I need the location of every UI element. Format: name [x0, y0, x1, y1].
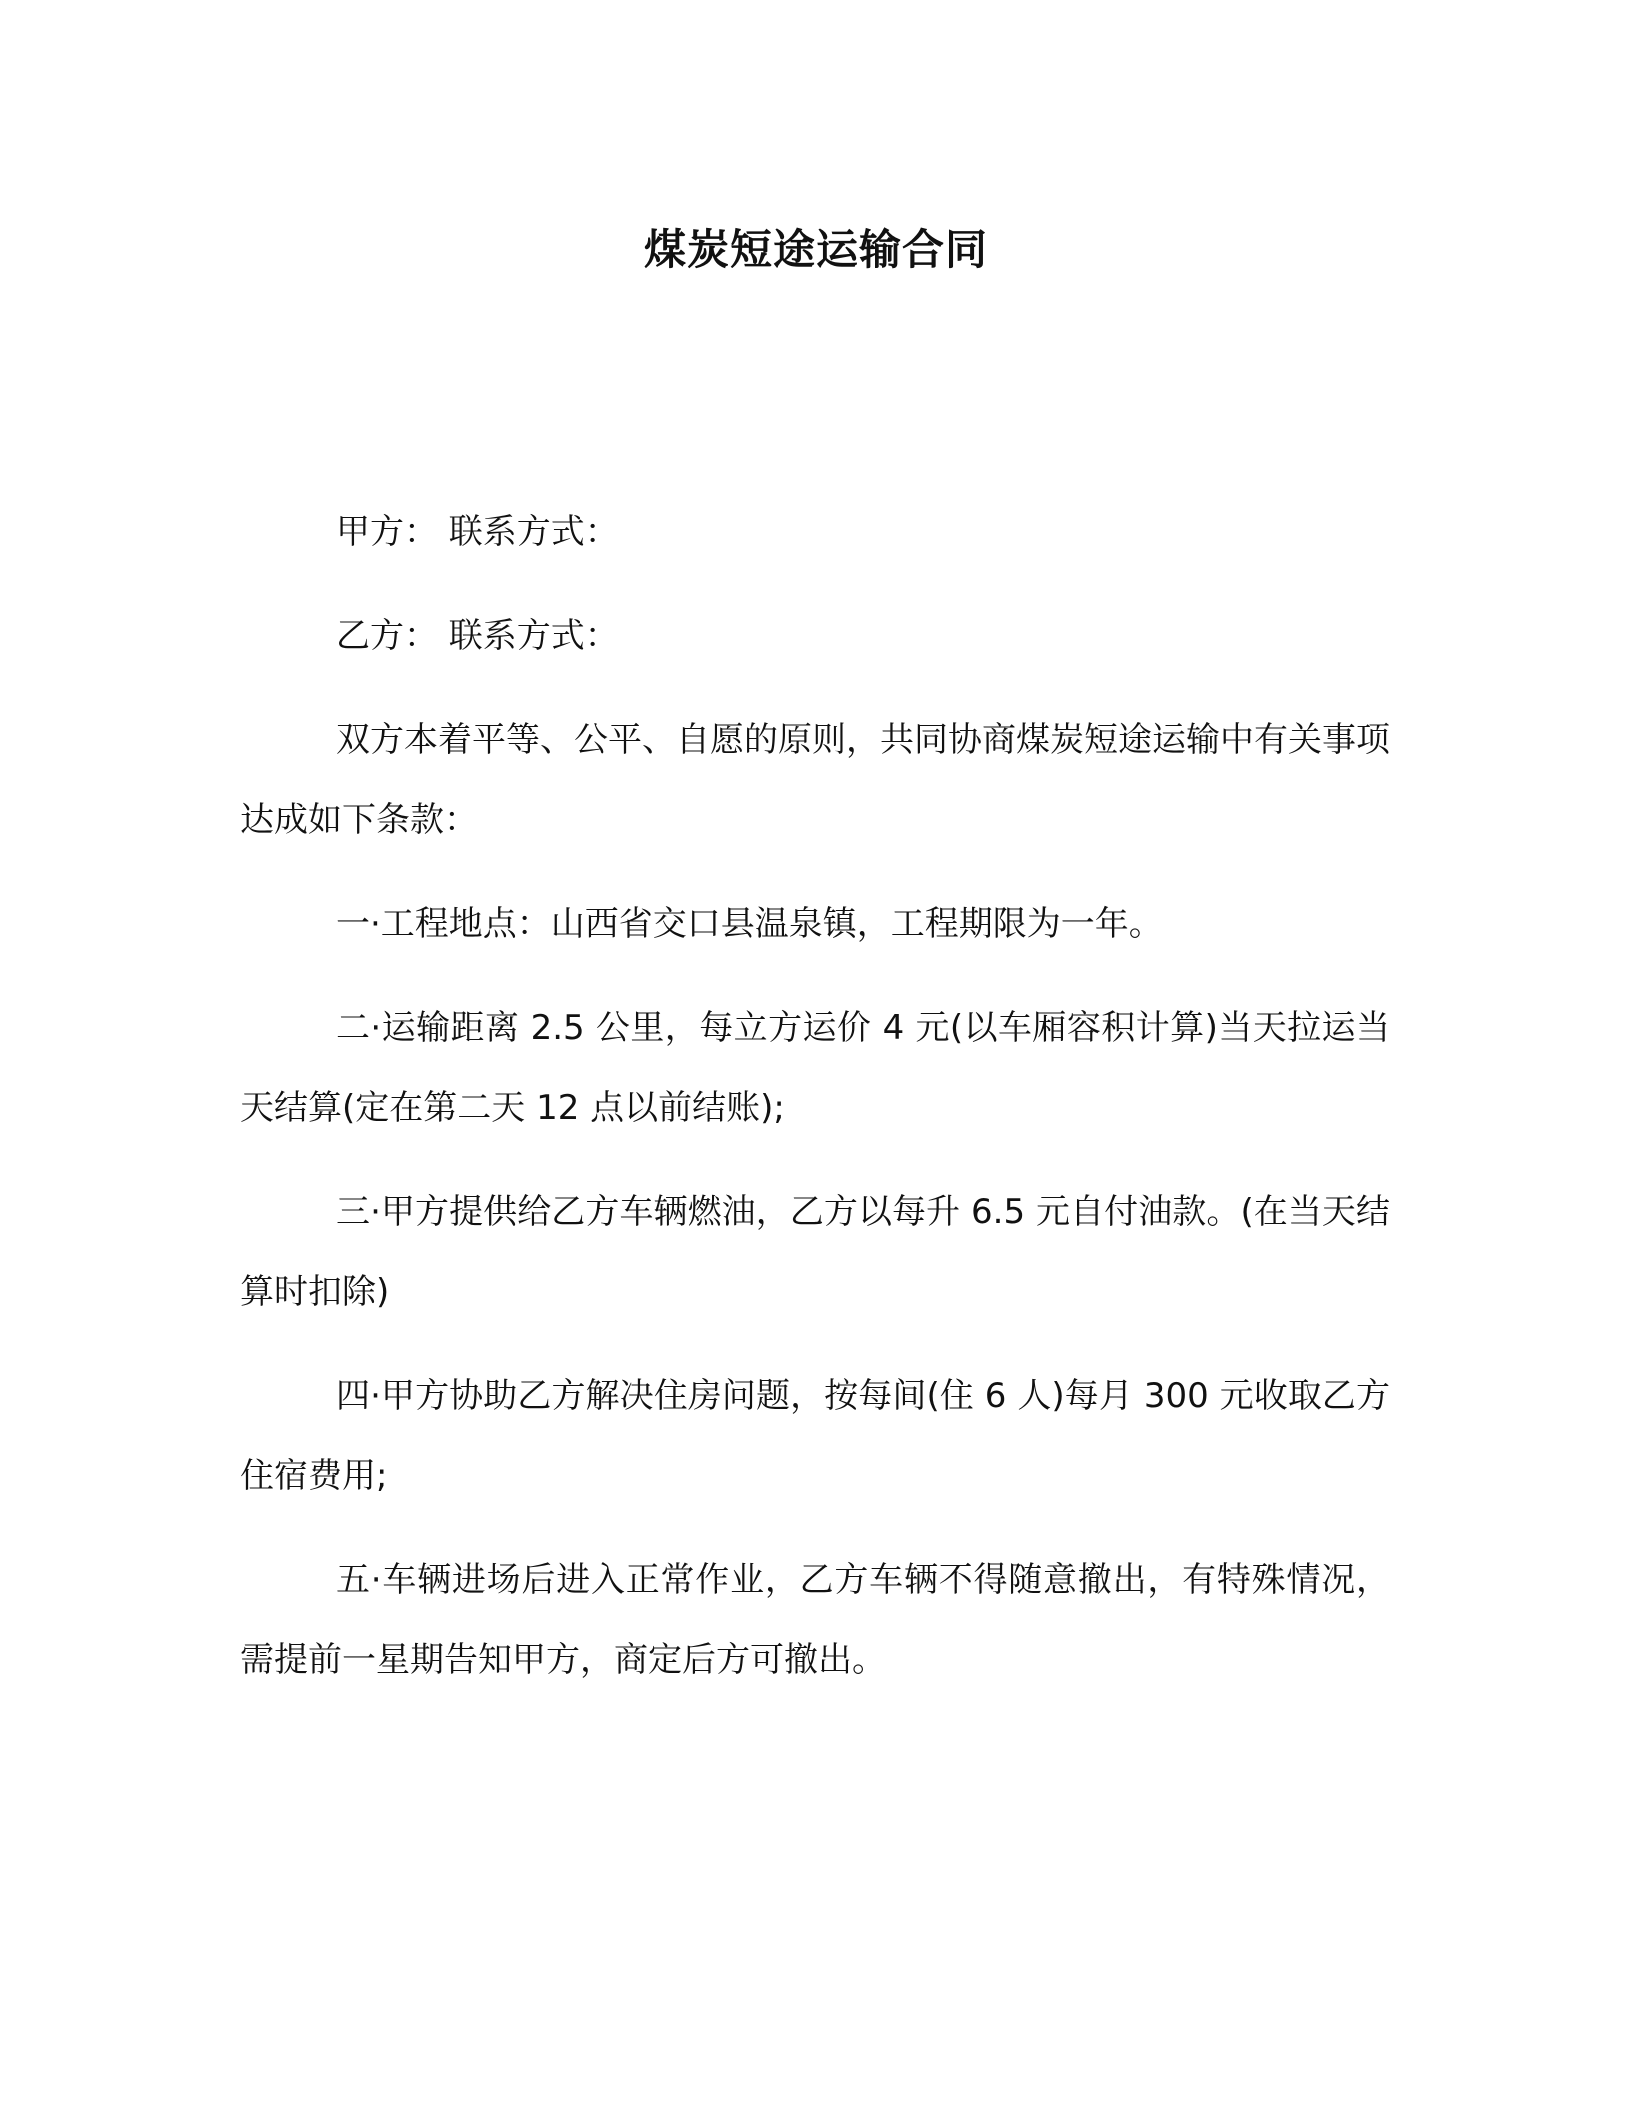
clause-5: 五·车辆进场后进入正常作业，乙方车辆不得随意撤出，有特殊情况，需提前一星期告知甲方，商定后方可撤出。 — [240, 1560, 1390, 1680]
document-title: 煤炭短途运输合同 — [643, 225, 988, 274]
clause-3: 三·甲方提供给乙方车辆燃油，乙方以每升 6.5 元自付油款。(在当天结算时扣除) — [240, 1192, 1390, 1312]
clause-1: 一·工程地点：山西省交口县温泉镇，工程期限为一年。 — [336, 904, 1163, 944]
party-a-line: 甲方： 联系方式： — [336, 512, 619, 552]
intro-paragraph: 双方本着平等、公平、自愿的原则，共同协商煤炭短途运输中有关事项达成如下条款： — [240, 720, 1390, 840]
clause-4: 四·甲方协助乙方解决住房问题，按每间(住 6 人)每月 300 元收取乙方住宿费用; — [240, 1376, 1390, 1496]
document-body — [240, 492, 1390, 1724]
party-b-line: 乙方： 联系方式： — [336, 616, 619, 656]
clause-2: 二·运输距离 2.5 公里，每立方运价 4 元(以车厢容积计算)当天拉运当天结算(定在第二天 12 点以前结账); — [240, 1008, 1390, 1128]
